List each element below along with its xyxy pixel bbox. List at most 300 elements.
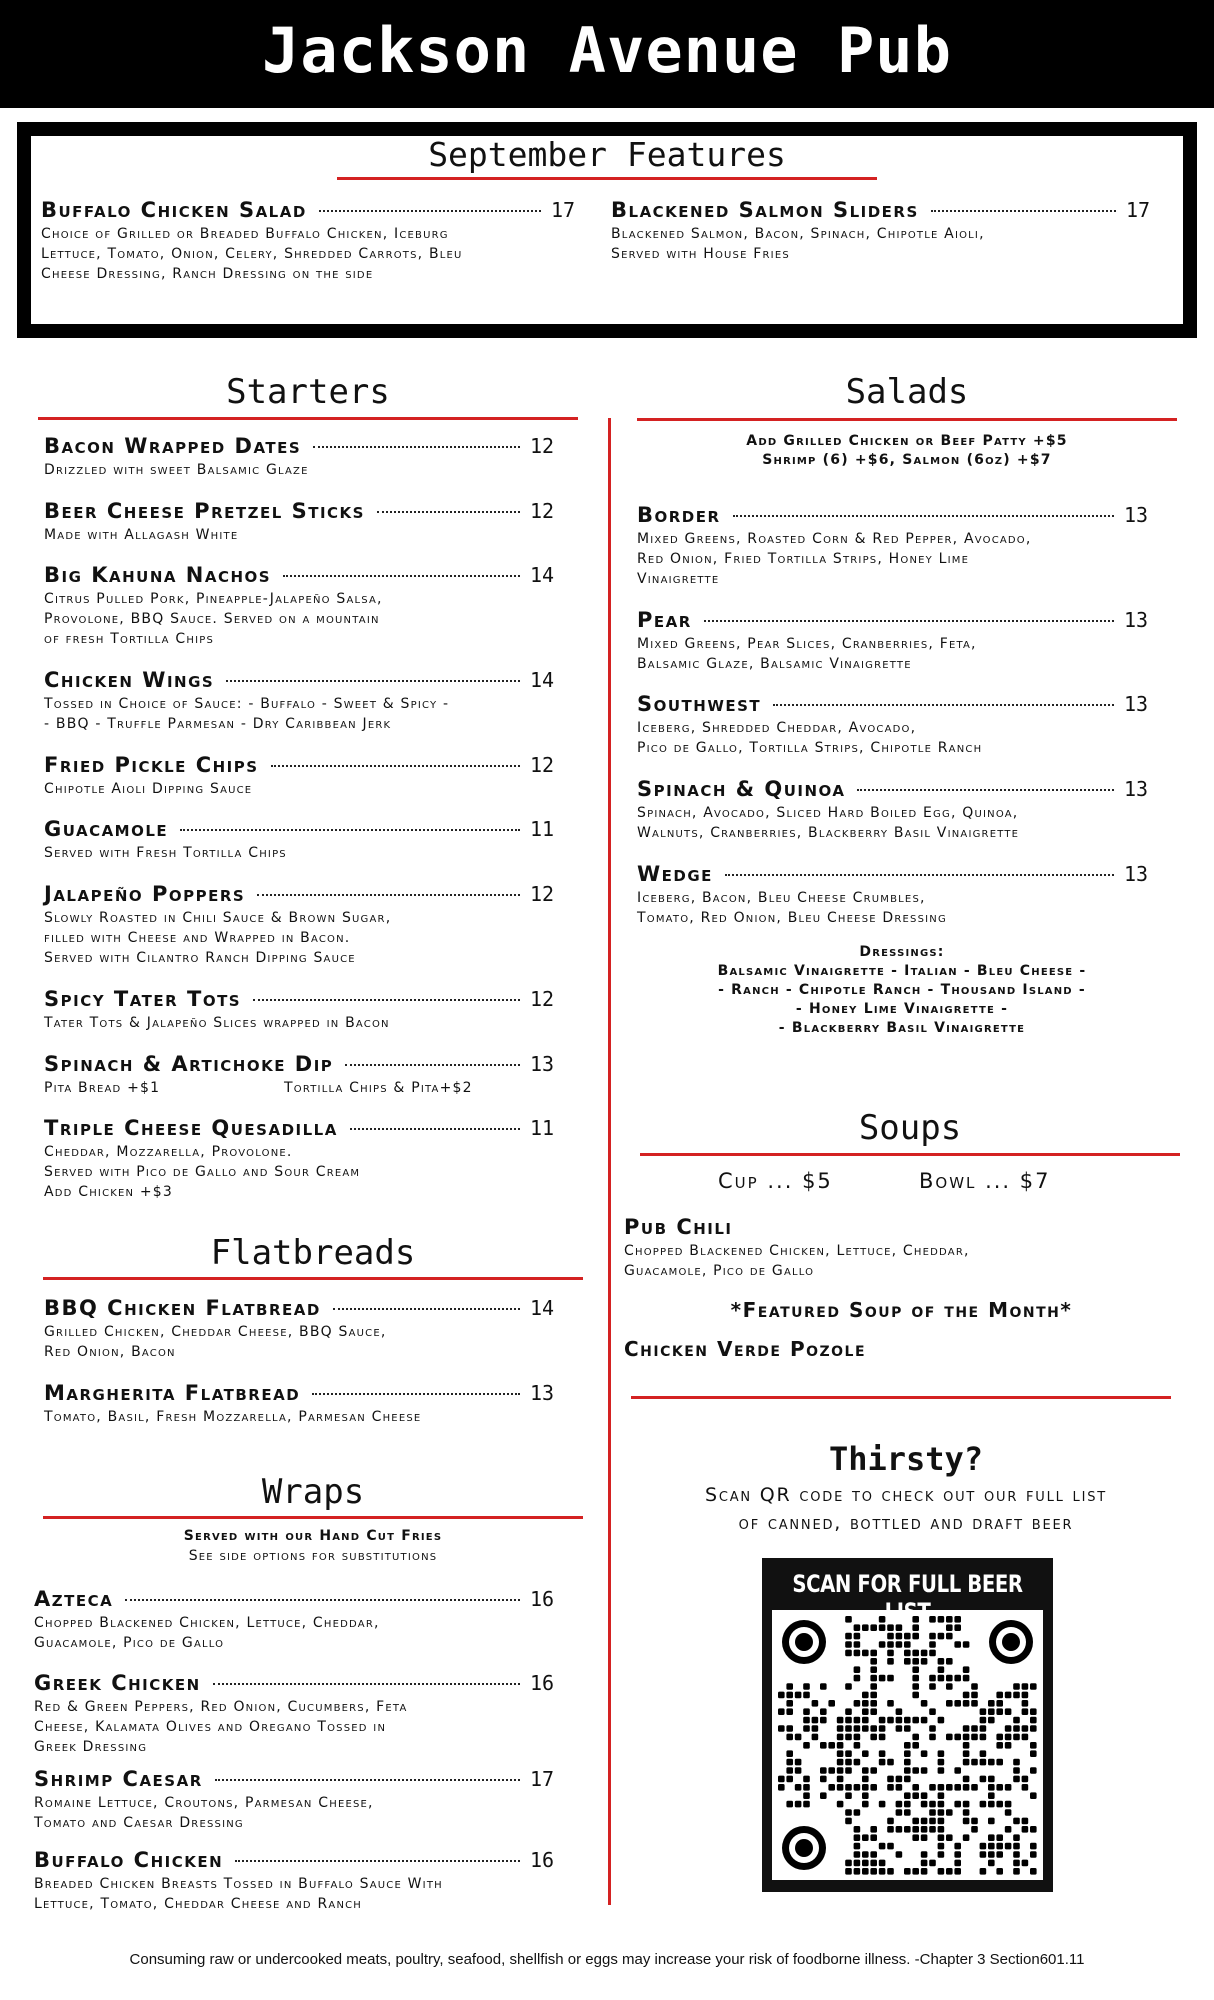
qr-module: [938, 1818, 945, 1825]
qr-module: [996, 1692, 1003, 1699]
qr-module: [862, 1650, 869, 1657]
qr-module: [980, 1708, 987, 1715]
qr-module: [1013, 1776, 1020, 1783]
qr-module: [795, 1734, 802, 1741]
qr-module: [912, 1717, 919, 1724]
feature-item: [611, 198, 1166, 264]
item-name: Fried Pickle Chips: [44, 753, 259, 777]
qr-module: [954, 1700, 961, 1707]
qr-module: [870, 1767, 877, 1774]
qr-module: [862, 1750, 869, 1757]
qr-module: [786, 1700, 793, 1707]
qr-module: [837, 1717, 844, 1724]
item-price: 17: [530, 1767, 555, 1791]
qr-module: [795, 1784, 802, 1791]
qr-module: [879, 1759, 886, 1766]
qr-module: [996, 1834, 1003, 1841]
item-price: 12: [530, 434, 555, 458]
item-price: 17: [551, 198, 576, 222]
qr-module: [820, 1776, 827, 1783]
qr-module: [870, 1725, 877, 1732]
qr-module: [795, 1801, 802, 1808]
dot-leader: [215, 1779, 520, 1781]
qr-module: [904, 1767, 911, 1774]
dot-leader: [235, 1860, 520, 1862]
qr-finder-top-right: [989, 1620, 1033, 1664]
qr-module: [870, 1784, 877, 1791]
qr-module: [1005, 1784, 1012, 1791]
health-disclaimer: Consuming raw or undercooked meats, poultry, seafood, shellfish or eggs may increase your risk of foodborne illness. -Chapter 3 Section601.11: [129, 1951, 1085, 1968]
qr-module: [870, 1860, 877, 1867]
qr-module: [971, 1725, 978, 1732]
qr-module: [938, 1826, 945, 1833]
qr-module: [879, 1624, 886, 1631]
menu-item: [44, 987, 570, 1033]
qr-module: [988, 1801, 995, 1808]
qr-module: [837, 1801, 844, 1808]
qr-module: [963, 1784, 970, 1791]
qr-module: [845, 1734, 852, 1741]
qr-module: [845, 1792, 852, 1799]
item-name: Wedge: [637, 862, 713, 886]
qr-module: [862, 1624, 869, 1631]
qr-module: [938, 1809, 945, 1816]
item-description: Pita Bread +$1 Tortilla Chips & Pita+$2: [44, 1080, 473, 1096]
qr-module: [971, 1759, 978, 1766]
qr-module: [921, 1818, 928, 1825]
qr-module: [896, 1624, 903, 1631]
qr-module: [870, 1734, 877, 1741]
qr-module: [778, 1776, 785, 1783]
qr-module: [854, 1717, 861, 1724]
qr-module: [904, 1759, 911, 1766]
qr-module: [786, 1801, 793, 1808]
qr-module: [1022, 1818, 1029, 1825]
qr-module: [954, 1868, 961, 1875]
qr-module: [954, 1784, 961, 1791]
qr-module: [988, 1717, 995, 1724]
qr-module: [887, 1658, 894, 1665]
item-name: Spicy Tater Tots: [44, 987, 242, 1011]
qr-module: [963, 1834, 970, 1841]
qr-module: [870, 1851, 877, 1858]
starters-rule: [38, 417, 578, 420]
wraps-rule: [43, 1516, 583, 1519]
qr-module: [921, 1826, 928, 1833]
qr-module: [996, 1868, 1003, 1875]
qr-module: [837, 1725, 844, 1732]
featured-soup-label: *Featured Soup of the Month*: [730, 1298, 1073, 1322]
qr-module: [921, 1851, 928, 1858]
qr-module: [778, 1784, 785, 1791]
dot-leader: [319, 210, 541, 212]
item-description: Chopped Blackened Chicken, Lettuce, Cheddar, Guacamole, Pico de Gallo: [624, 1243, 970, 1279]
qr-module: [988, 1700, 995, 1707]
qr-module: [988, 1860, 995, 1867]
qr-module: [862, 1708, 869, 1715]
qr-module: [971, 1734, 978, 1741]
qr-module: [862, 1801, 869, 1808]
qr-module: [854, 1784, 861, 1791]
dot-leader: [257, 894, 520, 896]
item-description: Drizzled with sweet Balsamic Glaze: [44, 462, 309, 478]
qr-module: [996, 1784, 1003, 1791]
qr-module: [921, 1801, 928, 1808]
qr-module: [996, 1851, 1003, 1858]
qr-module: [971, 1826, 978, 1833]
item-name: Spinach & Artichoke Dip: [44, 1052, 334, 1076]
qr-module: [820, 1717, 827, 1724]
item-description: Choice of Grilled or Breaded Buffalo Chicken, Iceburg Lettuce, Tomato, Onion, Celery, Shredded Carrots, Bleu Cheese Dressing, Ranch Dressing on the side: [41, 226, 463, 282]
qr-module: [854, 1734, 861, 1741]
qr-module: [912, 1666, 919, 1673]
qr-module: [854, 1860, 861, 1867]
qr-module: [795, 1759, 802, 1766]
qr-module: [1030, 1767, 1037, 1774]
dot-leader: [253, 999, 520, 1001]
qr-module: [879, 1843, 886, 1850]
qr-module: [854, 1700, 861, 1707]
qr-module: [938, 1851, 945, 1858]
qr-module: [938, 1792, 945, 1799]
menu-item: [44, 882, 570, 968]
soup-item: [624, 1215, 1164, 1281]
qr-module: [896, 1717, 903, 1724]
qr-module: [828, 1700, 835, 1707]
menu-item: [637, 692, 1164, 758]
qr-module: [904, 1809, 911, 1816]
qr-module: [1013, 1717, 1020, 1724]
qr-module: [938, 1616, 945, 1623]
beer-text: Scan QR code to check out our full list of canned, bottled and draft beer: [704, 1484, 1108, 1534]
qr-module: [1013, 1683, 1020, 1690]
qr-module: [912, 1658, 919, 1665]
item-description: Iceberg, Bacon, Bleu Cheese Crumbles, Tomato, Red Onion, Bleu Cheese Dressing: [637, 890, 947, 926]
wraps-title: Wraps: [261, 1472, 365, 1512]
qr-module: [963, 1700, 970, 1707]
menu-item: [34, 1587, 570, 1653]
qr-module: [1022, 1725, 1029, 1732]
qr-module: [1030, 1826, 1037, 1833]
qr-module: [946, 1633, 953, 1640]
qr-module: [845, 1708, 852, 1715]
qr-module: [988, 1843, 995, 1850]
qr-module: [963, 1734, 970, 1741]
qr-module: [912, 1868, 919, 1875]
item-description: Red & Green Peppers, Red Onion, Cucumbers, Feta Cheese, Kalamata Olives and Oregano Tossed in Greek Dressing: [34, 1699, 408, 1755]
qr-module: [862, 1776, 869, 1783]
qr-module: [896, 1784, 903, 1791]
item-description: Spinach, Avocado, Sliced Hard Boiled Egg, Quinoa, Walnuts, Cranberries, Blackberry Basil Vinaigrette: [637, 805, 1020, 841]
qr-module: [921, 1650, 928, 1657]
qr-module: [854, 1641, 861, 1648]
item-price: 13: [1124, 777, 1149, 801]
qr-code-icon[interactable]: [772, 1610, 1043, 1880]
item-description: Tomato, Basil, Fresh Mozzarella, Parmesan Cheese: [44, 1409, 422, 1425]
qr-module: [854, 1809, 861, 1816]
qr-module: [879, 1860, 886, 1867]
qr-module: [980, 1801, 987, 1808]
qr-module: [828, 1784, 835, 1791]
qr-module: [904, 1633, 911, 1640]
item-price: 16: [530, 1671, 555, 1695]
qr-module: [1005, 1725, 1012, 1732]
qr-module: [912, 1818, 919, 1825]
qr-module: [854, 1633, 861, 1640]
qr-module: [912, 1616, 919, 1623]
qr-module: [938, 1834, 945, 1841]
qr-module: [1030, 1851, 1037, 1858]
qr-module: [870, 1624, 877, 1631]
qr-module: [929, 1784, 936, 1791]
qr-module: [1022, 1776, 1029, 1783]
qr-module: [963, 1818, 970, 1825]
item-name: Beer Cheese Pretzel Sticks: [44, 499, 365, 523]
qr-module: [803, 1742, 810, 1749]
salads-title: Salads: [845, 372, 969, 412]
qr-module: [1030, 1792, 1037, 1799]
qr-module: [988, 1784, 995, 1791]
qr-module: [870, 1700, 877, 1707]
qr-module: [921, 1767, 928, 1774]
qr-module: [912, 1792, 919, 1799]
qr-module: [887, 1826, 894, 1833]
qr-module: [929, 1860, 936, 1867]
dot-leader: [312, 1393, 520, 1395]
qr-module: [837, 1734, 844, 1741]
qr-module: [954, 1616, 961, 1623]
qr-module: [896, 1826, 903, 1833]
qr-module: [887, 1633, 894, 1640]
qr-module: [938, 1633, 945, 1640]
feature-item: [41, 198, 591, 284]
qr-module: [963, 1776, 970, 1783]
qr-code-card[interactable]: [762, 1558, 1053, 1892]
qr-module: [904, 1868, 911, 1875]
qr-module: [1013, 1851, 1020, 1858]
qr-module: [980, 1734, 987, 1741]
qr-module: [996, 1843, 1003, 1850]
dot-leader: [377, 511, 520, 513]
qr-module: [854, 1868, 861, 1875]
qr-module: [854, 1624, 861, 1631]
qr-module: [1013, 1759, 1020, 1766]
qr-module: [1030, 1725, 1037, 1732]
qr-module: [896, 1801, 903, 1808]
qr-module: [1013, 1868, 1020, 1875]
qr-module: [854, 1826, 861, 1833]
qr-module: [938, 1666, 945, 1673]
qr-module: [912, 1826, 919, 1833]
qr-module: [946, 1834, 953, 1841]
item-name: Big Kahuna Nachos: [44, 563, 272, 587]
qr-module: [980, 1851, 987, 1858]
qr-module: [929, 1818, 936, 1825]
qr-module: [812, 1734, 819, 1741]
qr-module: [1022, 1708, 1029, 1715]
soups-title: Soups: [858, 1108, 962, 1148]
item-name: Pear: [637, 608, 692, 632]
menu-item: [44, 668, 570, 734]
qr-module: [803, 1717, 810, 1724]
item-description: Tater Tots & Jalapeño Slices wrapped in Bacon: [44, 1015, 390, 1031]
qr-module: [954, 1767, 961, 1774]
item-description: Slowly Roasted in Chili Sauce & Brown Sugar, filled with Cheese and Wrapped in Bacon. Served with Cilantro Ranch Dipping Sauce: [44, 910, 392, 966]
flatbreads-title: Flatbreads: [210, 1233, 416, 1273]
qr-module: [954, 1851, 961, 1858]
qr-module: [879, 1801, 886, 1808]
item-price: 13: [530, 1381, 555, 1405]
qr-module: [946, 1658, 953, 1665]
qr-module: [795, 1692, 802, 1699]
qr-module: [786, 1767, 793, 1774]
qr-module: [938, 1868, 945, 1875]
qr-module: [1030, 1742, 1037, 1749]
qr-module: [1013, 1860, 1020, 1867]
qr-module: [887, 1675, 894, 1682]
qr-module: [921, 1658, 928, 1665]
qr-module: [870, 1650, 877, 1657]
qr-module: [879, 1616, 886, 1623]
item-name: Buffalo Chicken Salad: [41, 198, 307, 222]
item-description: Served with Fresh Tortilla Chips: [44, 845, 287, 861]
features-title: September Features: [428, 135, 786, 174]
qr-module: [845, 1633, 852, 1640]
qr-module: [879, 1725, 886, 1732]
item-name: BBQ Chicken Flatbread: [44, 1296, 321, 1320]
qr-module: [1005, 1801, 1012, 1808]
qr-module: [963, 1742, 970, 1749]
qr-module: [921, 1717, 928, 1724]
qr-module: [971, 1818, 978, 1825]
menu-item: [637, 608, 1164, 674]
qr-module: [820, 1708, 827, 1715]
item-name: Chicken Wings: [44, 668, 215, 692]
dot-leader: [213, 1683, 520, 1685]
qr-module: [887, 1784, 894, 1791]
qr-module: [1013, 1818, 1020, 1825]
qr-module: [938, 1759, 945, 1766]
qr-module: [786, 1759, 793, 1766]
qr-module: [954, 1641, 961, 1648]
item-description: Mixed Greens, Pear Slices, Cranberries, Feta, Balsamic Glaze, Balsamic Vinaigrette: [637, 636, 977, 672]
qr-module: [1030, 1868, 1037, 1875]
item-price: 12: [530, 987, 555, 1011]
qr-module: [887, 1759, 894, 1766]
qr-module: [946, 1784, 953, 1791]
qr-module: [778, 1725, 785, 1732]
qr-module: [963, 1725, 970, 1732]
item-price: 13: [1124, 608, 1149, 632]
qr-module: [887, 1843, 894, 1850]
qr-module: [938, 1750, 945, 1757]
qr-module: [946, 1683, 953, 1690]
qr-module: [963, 1692, 970, 1699]
item-description: Tossed in Choice of Sauce: - Buffalo - Sweet & Spicy - - BBQ - Truffle Parmesan - Dry Caribbean Jerk: [44, 696, 450, 732]
item-name: Spinach & Quinoa: [637, 777, 846, 801]
qr-module: [845, 1759, 852, 1766]
qr-module: [904, 1725, 911, 1732]
menu-item: [44, 1052, 570, 1098]
qr-module: [912, 1692, 919, 1699]
beer-title: Thirsty?: [828, 1440, 984, 1478]
menu-item: [34, 1848, 594, 1914]
dot-leader: [350, 1128, 520, 1130]
qr-module: [845, 1784, 852, 1791]
qr-module: [896, 1641, 903, 1648]
qr-module: [896, 1633, 903, 1640]
qr-module: [786, 1725, 793, 1732]
qr-title: SCAN FOR FULL BEER: [792, 1570, 1023, 1598]
qr-module: [963, 1801, 970, 1808]
qr-module: [854, 1759, 861, 1766]
qr-module: [904, 1742, 911, 1749]
qr-module: [946, 1616, 953, 1623]
qr-module: [845, 1683, 852, 1690]
qr-module: [963, 1641, 970, 1648]
qr-module: [896, 1809, 903, 1816]
qr-module: [929, 1616, 936, 1623]
item-name: Pub Chili: [624, 1215, 733, 1239]
qr-module: [786, 1776, 793, 1783]
qr-module: [980, 1868, 987, 1875]
header-banner: [0, 0, 1214, 108]
qr-module: [820, 1742, 827, 1749]
qr-module: [820, 1767, 827, 1774]
flatbreads-rule: [43, 1277, 583, 1280]
qr-module: [786, 1734, 793, 1741]
qr-module: [904, 1717, 911, 1724]
item-description: Romaine Lettuce, Croutons, Parmesan Cheese, Tomato and Caesar Dressing: [34, 1795, 374, 1831]
qr-module: [980, 1750, 987, 1757]
item-name: Southwest: [637, 692, 762, 716]
qr-module: [929, 1725, 936, 1732]
bowl-price: Bowl ... $7: [919, 1169, 1051, 1193]
qr-module: [828, 1742, 835, 1749]
qr-module: [921, 1792, 928, 1799]
qr-module: [921, 1750, 928, 1757]
item-price: 14: [530, 1296, 555, 1320]
qr-module: [845, 1641, 852, 1648]
qr-module: [929, 1633, 936, 1640]
item-price: 16: [530, 1848, 555, 1872]
menu-item: [44, 753, 570, 799]
qr-module: [845, 1809, 852, 1816]
qr-finder-top-left: [782, 1620, 826, 1664]
qr-module: [1030, 1750, 1037, 1757]
qr-module: [912, 1683, 919, 1690]
item-name: Guacamole: [44, 817, 169, 841]
qr-module: [904, 1826, 911, 1833]
qr-module: [1013, 1767, 1020, 1774]
qr-module: [988, 1776, 995, 1783]
qr-module: [988, 1759, 995, 1766]
qr-module: [912, 1734, 919, 1741]
qr-module: [954, 1675, 961, 1682]
qr-module: [996, 1759, 1003, 1766]
item-price: 13: [530, 1052, 555, 1076]
qr-module: [904, 1658, 911, 1665]
qr-module: [854, 1666, 861, 1673]
qr-module: [946, 1868, 953, 1875]
qr-module: [954, 1843, 961, 1850]
qr-module: [803, 1792, 810, 1799]
qr-module: [996, 1700, 1003, 1707]
qr-module: [845, 1818, 852, 1825]
qr-module: [938, 1843, 945, 1850]
qr-module: [862, 1692, 869, 1699]
qr-module: [854, 1675, 861, 1682]
